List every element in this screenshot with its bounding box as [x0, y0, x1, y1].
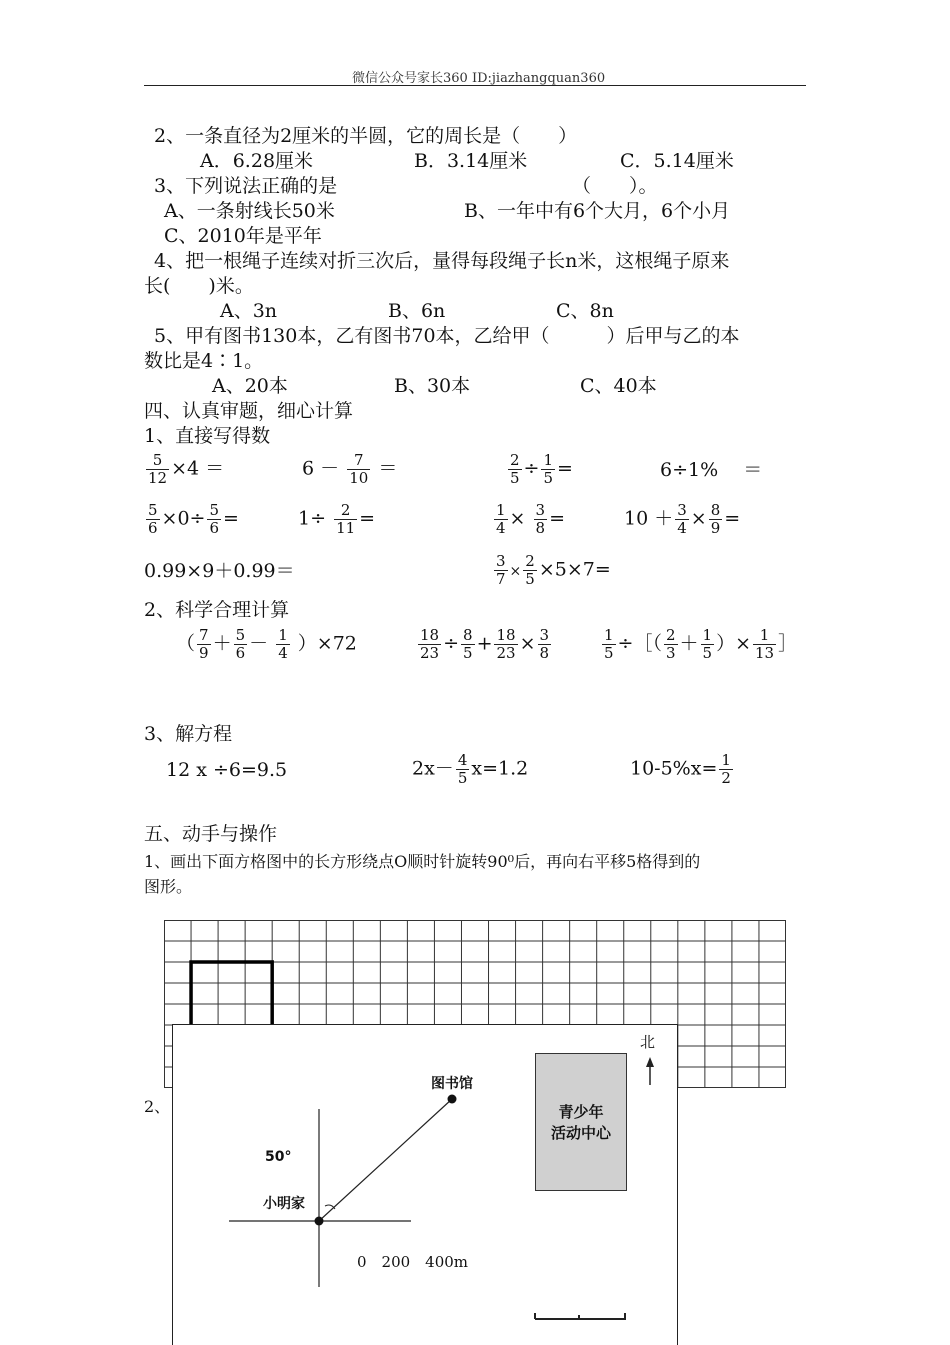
- fraction: $\frac{2}{5}$: [525, 552, 535, 588]
- q4-option-b: B、6n: [388, 300, 446, 322]
- equation-2: 2x－ $\frac{4}{5}$ x=1.2: [412, 751, 529, 787]
- q5-stem-line1: 5、甲有图书130本，乙有图书70本，乙给甲（ ）后甲与乙的本: [154, 325, 740, 347]
- youth-center-label-line2: 活动中心: [550, 1124, 611, 1142]
- fraction: $\frac{5}{6}$: [235, 626, 246, 662]
- direct-r2c3: $\frac{1}{4}$ × $\frac{3}{8}$ =: [496, 501, 565, 537]
- direct-r1c3: $\frac{2}{5}$ ÷ $\frac{1}{5}$ =: [510, 451, 573, 487]
- route-line: [319, 1099, 452, 1221]
- q3-paren: （ ）。: [572, 175, 658, 197]
- angle-label: 50°: [265, 1149, 292, 1165]
- fraction: $\frac{1}{13}$: [755, 626, 775, 662]
- library-label: 图书馆: [431, 1076, 473, 1092]
- section5-title: 五、动手与操作: [144, 823, 278, 845]
- equation-3: 10-5%x= $\frac{1}{2}$: [630, 751, 731, 787]
- section5-q1-line1: 1、画出下面方格图中的长方形绕点O顺时针旋转90⁰后，再向右平移5格得到的: [144, 852, 701, 871]
- fraction: $\frac{2}{5}$: [510, 451, 520, 487]
- q5-stem-line2: 数比是4∶1。: [144, 350, 264, 372]
- q4-option-c: C、8n: [556, 300, 614, 322]
- direct-r1c1: $\frac{5}{12}$ ×4 ＝: [148, 451, 225, 487]
- fraction: $\frac{1}{4}$: [278, 626, 288, 662]
- q4-stem-line1: 4、把一根绳子连续对折三次后，量得每段绳子长n米，这根绳子原来: [154, 250, 730, 272]
- q2-stem: 2、一条直径为2厘米的半圆，它的周长是（ ）: [154, 125, 578, 147]
- direct-r3c3: $\frac{3}{7}$ × $\frac{2}{5}$ ×5×7=: [496, 552, 611, 588]
- fraction: $\frac{2}{11}$: [336, 501, 356, 537]
- fraction: $\frac{7}{10}$: [349, 451, 369, 487]
- direct-r2c2: 1÷ $\frac{2}{11}$ =: [298, 501, 376, 537]
- fraction: $\frac{8}{9}$: [710, 501, 721, 537]
- youth-center-label-line1: 青少年: [558, 1103, 604, 1121]
- fraction: $\frac{3}{7}$: [496, 552, 506, 588]
- direct-r2c1: $\frac{5}{6}$ ×0÷ $\frac{5}{6}$ =: [148, 501, 239, 537]
- q3-option-c: C、2010年是平年: [164, 225, 322, 247]
- section4-sub3: 3、解方程: [144, 723, 233, 745]
- fraction: $\frac{8}{5}$: [463, 626, 473, 662]
- section4-sub2: 2、科学合理计算: [144, 599, 290, 621]
- q2-option-c: C．5.14厘米: [620, 150, 734, 172]
- q2-option-b: B．3.14厘米: [414, 150, 528, 172]
- fraction: $\frac{1}{5}$: [702, 626, 713, 662]
- fraction: $\frac{1}{2}$: [721, 751, 731, 787]
- north-label: 北: [640, 1033, 656, 1051]
- direct-r1c2: 6 － $\frac{7}{10}$ ＝: [302, 451, 398, 487]
- calc-e3: $\frac{1}{5}$ ÷［（ $\frac{2}{3}$ ＋ $\frac{1}{5}$ ）× $\frac{1}{13}$ ］: [604, 626, 798, 662]
- equation-1: 12 x ÷6=9.5: [166, 759, 288, 781]
- fraction: $\frac{3}{4}$: [677, 501, 687, 537]
- section4-sub1: 1、直接写得数: [144, 425, 271, 447]
- section4-title: 四、认真审题，细心计算: [144, 400, 354, 422]
- fraction: $\frac{4}{5}$: [457, 751, 468, 787]
- header-rule: [144, 85, 806, 86]
- direct-r2c4: 10 ＋ $\frac{3}{4}$ × $\frac{8}{9}$ =: [624, 501, 741, 537]
- direct-r1c4: 6÷1% ＝: [660, 459, 763, 481]
- north-arrow-head: [646, 1057, 654, 1067]
- fraction: $\frac{1}{5}$: [604, 626, 614, 662]
- scale-label: 0 200 400m: [357, 1253, 469, 1271]
- q4-option-a: A、3n: [220, 300, 278, 322]
- fraction: $\frac{7}{9}$: [199, 626, 209, 662]
- home-point: [315, 1217, 324, 1226]
- library-point: [448, 1095, 457, 1104]
- fraction: $\frac{5}{12}$: [148, 451, 168, 487]
- page-header: 微信公众号家长360 ID:jiazhangquan360: [352, 71, 606, 86]
- fraction: $\frac{5}{6}$: [148, 501, 158, 537]
- fraction: $\frac{18}{23}$: [496, 626, 516, 662]
- fraction: $\frac{3}{8}$: [535, 501, 546, 537]
- fraction: $\frac{3}{8}$: [539, 626, 550, 662]
- calc-e2: $\frac{18}{23}$ ÷ $\frac{8}{5}$ + $\frac{18}{23}$ × $\frac{3}{8}$: [420, 626, 550, 662]
- q3-option-a: A、一条射线长50米: [164, 200, 335, 222]
- q4-stem-line2: 长( )米。: [144, 275, 254, 297]
- youth-center-box: [535, 1053, 627, 1191]
- calc-e1: （ $\frac{7}{9}$ ＋ $\frac{5}{6}$ － $\frac{1}{4}$ ）×72: [176, 626, 357, 662]
- map-panel: [172, 1024, 678, 1345]
- section5-q1-line2: 图形。: [144, 877, 193, 896]
- scale-bar: [535, 1313, 625, 1319]
- q5-option-c: C、40本: [580, 375, 657, 397]
- fraction: $\frac{5}{6}$: [209, 501, 220, 537]
- q2-option-a: A．6.28厘米: [200, 150, 314, 172]
- q5-option-a: A、20本: [212, 375, 288, 397]
- q3-option-b: B、一年中有6个大月，6个小月: [464, 200, 731, 222]
- section5-q2-label: 2、: [144, 1097, 171, 1116]
- fraction: $\frac{18}{23}$: [420, 626, 440, 662]
- q5-option-b: B、30本: [394, 375, 471, 397]
- fraction: $\frac{1}{4}$: [496, 501, 506, 537]
- q3-stem: 3、下列说法正确的是: [154, 175, 338, 197]
- fraction: $\frac{1}{5}$: [543, 451, 554, 487]
- fraction: $\frac{2}{3}$: [665, 626, 676, 662]
- home-label: 小明家: [263, 1196, 305, 1212]
- direct-r3c1: 0.99×9＋0.99＝: [144, 560, 295, 582]
